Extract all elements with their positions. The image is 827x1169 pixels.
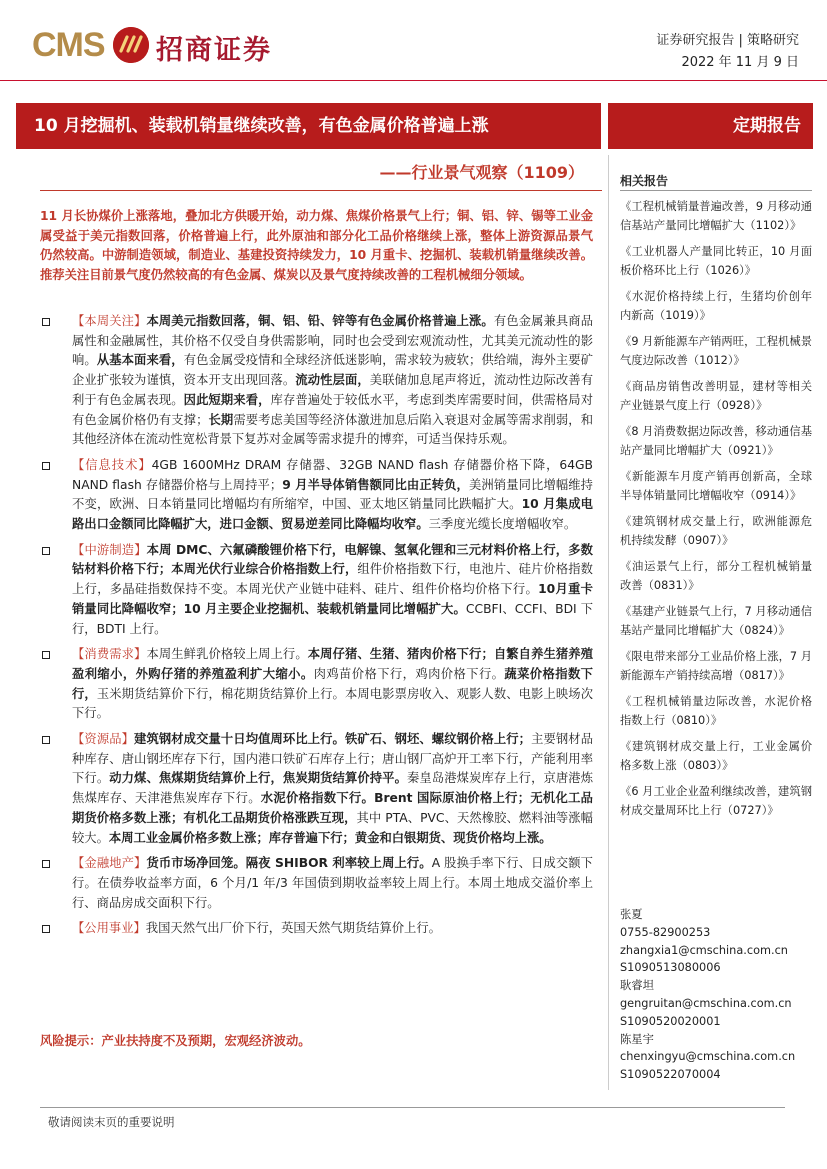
bullet-text: 有色金属兼具商品属性和金融属性，其价格不仅受自身供需影响，同时也会受到宏观流动性，尤其美元流动性的影响。 <box>72 314 593 368</box>
bullet-tag: 【信息技术】 <box>72 457 152 472</box>
bullet-highlight: 流动性层面， <box>295 373 370 388</box>
bullet-highlight: 长期 <box>208 412 234 427</box>
analyst-email[interactable]: chenxingyu@cmschina.com.cn <box>620 1050 796 1064</box>
related-report-link[interactable]: 《建筑钢材成交量上行，工业金属价格多数上涨（0803）》 <box>620 740 812 772</box>
bullet-text: 库存普遍处于较低水平，考虑到类库需要时间，供需格局对有色金属价格仍有支撑； <box>72 392 593 427</box>
bullet-highlight: 货币市场净回笼。隔夜 SHIBOR 利率较上周上行。 <box>146 856 432 871</box>
related-report-link[interactable]: 《9 月新能源车产销两旺，工程机械景气度边际改善（1012）》 <box>620 335 812 367</box>
bullet-box-icon <box>42 462 50 470</box>
bullet-text: 肉鸡苗价格下行，鸡肉价格下行。 <box>313 666 505 681</box>
related-report-link[interactable]: 《建筑钢材成交量上行，欧洲能源危机持续发酵（0907）》 <box>620 515 812 547</box>
related-report-link[interactable]: 《水泥价格持续上行，生猪均价创年内新高（1019）》 <box>620 290 812 322</box>
bullet-highlight: 蔬菜价格指数下行， <box>72 666 593 701</box>
report-subtitle: ——行业景气观察（1109） <box>379 163 584 182</box>
bullet-item <box>40 854 593 913</box>
analyst-name: 陈星宇 <box>620 1032 654 1046</box>
bullet-text: 我国天然气出厂价下行，英国天然气期货结算价上行。 <box>145 921 441 936</box>
bullet-item <box>40 919 593 939</box>
related-report-link[interactable]: 《限电带来部分工业品价格上涨，7 月新能源车产销持续高增（0817）》 <box>620 650 812 682</box>
related-report-link[interactable]: 《工程机械销量普遍改善，9 月移动通信基站产量同比增幅扩大（1102）》 <box>620 200 812 232</box>
report-meta <box>656 30 799 74</box>
footer-divider <box>40 1107 785 1108</box>
bullet-text: 主要钢材品种库存、唐山钢坯库存下行，国内港口铁矿石库存上行；唐山钢厂高炉开工率下行，产能利用率下行。 <box>72 732 593 786</box>
bullet-box-icon <box>42 651 50 659</box>
bullet-item <box>40 541 593 640</box>
bullet-text: 美洲销量同比增幅维持不变，欧洲、日本销量同比增幅均有所缩窄，中国、亚太地区销量同比跌幅扩大。 <box>72 477 593 512</box>
logo-cms-text: CMS <box>32 26 105 64</box>
bullet-tag: 【本周关注】 <box>72 314 147 328</box>
bullet-tag: 【中游制造】 <box>72 542 147 557</box>
bullet-text: 玉米期货结算价下行，棉花期货结算价上行。本周电影票房收入、观影人数、电影上映场次下行。 <box>72 686 593 721</box>
bullet-highlight: 本周工业金属价格多数上涨；库存普遍下行；黄金和白银期货、现货价格均上涨。 <box>108 830 552 845</box>
header-divider <box>0 80 827 81</box>
logo-mark-icon <box>113 27 149 63</box>
sidebar-divider <box>608 155 609 1090</box>
bullet-text: 需要考虑美国等经济体激进加息后陷入衰退对金属等需求削弱，和其他经济体在流动性宽松背景下复苏对金属等需求提升的博弈，可适当保持乐观。 <box>72 412 593 447</box>
bullet-text: 其中 PTA、PVC、天然橡胶、燃料油等涨幅较大。 <box>72 810 593 845</box>
bullet-tag: 【金融地产】 <box>72 856 147 871</box>
bullet-highlight: 10月重卡销量同比降幅收窄；10 月主要企业挖掘机、装载机销量同比增幅扩大。 <box>72 582 593 616</box>
bullet-highlight: 水泥价格指数下行。Brent 国际原油价格上行；无机化工品期货价格多数上涨；有机化工品期货价格涨跌互现， <box>72 791 593 825</box>
analyst-cert: S1090522070004 <box>620 1068 721 1082</box>
bullet-highlight: 9 月半导体销售额同比由正转负， <box>282 477 469 492</box>
bullet-item <box>40 456 593 535</box>
bullet-text: A 股换手率下行、日成交额下行。在债券收益率方面，6 个月/1 年/3 年国债到期收益率较上周上行。本周土地成交溢价率上行、商品房成交面积下行。 <box>72 856 593 910</box>
related-report-link[interactable]: 《新能源车月度产销再创新高，全球半导体销量同比增幅收窄（0914）》 <box>620 470 812 502</box>
related-report-link[interactable]: 《基建产业链景气上行，7 月移动通信基站产量同比增幅扩大（0824）》 <box>620 605 812 637</box>
analyst-email[interactable]: zhangxia1@cmschina.com.cn <box>620 943 788 957</box>
analyst-cert: S1090513080006 <box>620 961 721 975</box>
risk-warning: 风险提示：产业扶持度不及预期，宏观经济波动。 <box>40 1034 311 1048</box>
logo-company-name: 招商证券 <box>156 35 272 66</box>
bullet-highlight: 本周 DMC、六氟磷酸锂价格下行，电解镍、氢氧化锂和三元材料价格上行，多数钴材料价格下行；本周光伏行业综合价格指数上行， <box>72 542 593 577</box>
bullet-text: 有色金属受疫情和全球经济低迷影响，需求较为疲软；供给端，海外主要矿企业扩张较为谨慎，资本开支出现回落。 <box>72 353 593 388</box>
analyst-phone: 0755-82900253 <box>620 925 711 939</box>
analyst-email[interactable]: gengruitan@cmschina.com.cn <box>620 996 792 1010</box>
bullet-highlight: 从基本面来看， <box>96 353 184 368</box>
bullet-item <box>40 312 593 450</box>
report-type: 证券研究报告 | 策略研究 <box>656 33 799 48</box>
related-report-link[interactable]: 《商品房销售改善明显，建材等相关产业链景气度上行（0928）》 <box>620 380 812 412</box>
bullet-text: 秦皇岛港煤炭库存上行，京唐港炼焦煤库存、天津港焦炭库存下行。 <box>72 771 593 806</box>
bullet-text: 本周生鲜乳价格较上周上行。 <box>146 647 308 662</box>
bullet-item <box>40 730 593 848</box>
subtitle-divider <box>40 190 602 191</box>
bullet-item <box>40 645 593 724</box>
bullet-highlight: 因此短期来看， <box>183 392 271 407</box>
bullet-highlight: 建筑钢材成交量十日均值周环比上行。铁矿石、钢坯、螺纹钢价格上行； <box>134 732 531 747</box>
analyst-name: 张夏 <box>620 908 643 921</box>
report-date: 2022 年 11 月 9 日 <box>681 55 799 70</box>
bullet-highlight: 本周仔猪、生猪、猪肉价格下行；自繁自养生猪养殖盈利缩小，外购仔猪的养殖盈利扩大缩小。 <box>72 647 593 681</box>
report-title: 10 月挖掘机、装载机销量继续改善，有色金属价格普遍上涨 <box>16 103 601 149</box>
related-reports-list <box>620 198 812 828</box>
bullet-text: 三季度光缆长度增幅收窄。 <box>428 517 577 532</box>
related-report-link[interactable]: 《工业机器人产量同比转正，10 月面板价格环比上行（1026）》 <box>620 245 812 277</box>
bullet-highlight: 动力煤、焦煤期货结算价上行，焦炭期货结算价持平。 <box>109 771 407 786</box>
analyst-contacts <box>620 906 812 1084</box>
related-report-link[interactable]: 《8 月消费数据边际改善，移动通信基站产量同比增幅扩大（0921）》 <box>620 425 812 457</box>
analyst-name: 耿睿坦 <box>620 979 654 993</box>
bullet-text: 组件价格指数下行，电池片、硅片价格指数上行，多晶硅指数保持不变。本周光伏产业链中硅料、硅片、组件价格均价格下行。 <box>72 562 593 597</box>
related-reports-title: 相关报告 <box>620 174 669 188</box>
analyst-cert: S1090520020001 <box>620 1014 721 1028</box>
related-report-link[interactable]: 《油运景气上行，部分工程机械销量改善（0831）》 <box>620 560 812 592</box>
bullet-box-icon <box>42 318 50 326</box>
bullet-text: 美联储加息尾声将近，流动性边际改善有利于有色金属表现。 <box>72 373 593 407</box>
bullet-tag: 【消费需求】 <box>72 647 147 662</box>
related-reports-divider <box>620 190 812 191</box>
bullet-highlight: 10 月集成电路出口金额同比降幅扩大，进口金额、贸易逆差同比降幅均收窄。 <box>72 497 593 532</box>
related-report-link[interactable]: 《工程机械销量边际改善，水泥价格指数上行（0810）》 <box>620 695 812 727</box>
bullet-list <box>40 312 593 945</box>
bullet-tag: 【公用事业】 <box>72 921 146 936</box>
bullet-box-icon <box>42 736 50 744</box>
bullet-box-icon <box>42 860 50 868</box>
bullet-highlight: 本周美元指数回落，铜、铝、铅、锌等有色金属价格普遍上涨。 <box>146 314 494 328</box>
bullet-text: CCBFI、CCFI、BDI 下行，BDTI 上行。 <box>72 601 593 636</box>
bullet-text: 4GB 1600MHz DRAM 存储器、32GB NAND flash 存储器价格下降，64GB NAND flash 存储器价格与上周持平； <box>72 457 593 492</box>
related-report-link[interactable]: 《6 月工业企业盈利继续改善，建筑钢材成交量周环比上行（0727）》 <box>620 785 812 817</box>
bullet-box-icon <box>42 925 50 933</box>
footer-note: 敬请阅读末页的重要说明 <box>48 1115 175 1129</box>
summary-paragraph: 11 月长协煤价上涨落地，叠加北方供暖开始，动力煤、焦煤价格景气上行；铜、铝、锌、锡等工业金属受益于美元指数回落，价格普遍上行，此外原油和部分化工品价格继续上涨，整体上游资源品景气仍然较高。中游制造领域，制造业、基建投资持续发力，10 月重卡、挖掘机、装载机销量继续改善。推荐关注目前景气度仍然较高的有色金属、煤炭以及景气度持续改善的工程机械细分领域。 <box>40 209 593 282</box>
bullet-tag: 【资源品】 <box>72 732 135 747</box>
bullet-box-icon <box>42 547 50 555</box>
report-category-tag: 定期报告 <box>608 103 813 149</box>
